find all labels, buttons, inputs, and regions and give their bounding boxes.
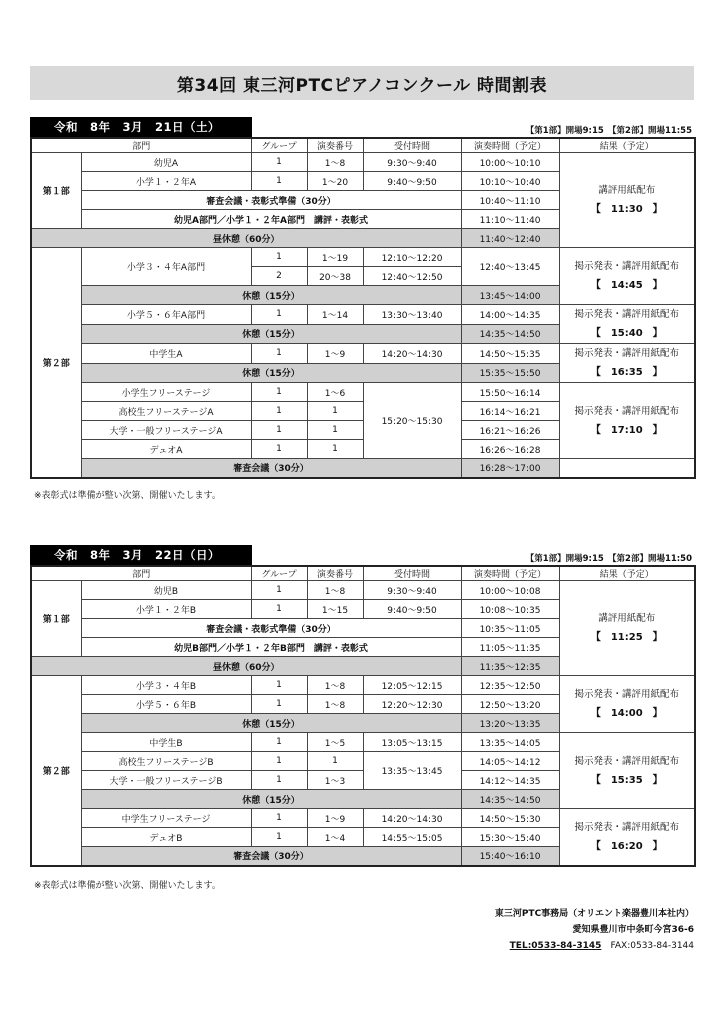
reception-cell: 13:35〜13:45 bbox=[363, 752, 461, 790]
result-cell bbox=[559, 344, 695, 383]
header-num: 演奏番号 bbox=[307, 566, 363, 581]
footer-tel: TEL:0533-84-3145 bbox=[509, 941, 602, 951]
time-cell: 12:50〜13:20 bbox=[461, 695, 559, 714]
header-time: 演奏時間（予定） bbox=[461, 566, 559, 581]
group-cell: 1 bbox=[251, 809, 307, 828]
num-cell: 1〜14 bbox=[307, 305, 363, 325]
result-text: 掲示発表・講評用紙配布 bbox=[574, 348, 680, 359]
result-time: 【 16:35 】 bbox=[590, 367, 663, 378]
num-cell: 1 bbox=[307, 421, 363, 440]
time-cell: 14:50〜15:30 bbox=[461, 809, 559, 828]
group-cell: 1 bbox=[251, 581, 307, 600]
dept-cell: デュオA bbox=[81, 440, 251, 459]
table-row bbox=[31, 809, 695, 828]
num-cell: 1〜4 bbox=[307, 828, 363, 847]
event-label: 審査会議・表彰式準備（30分） bbox=[81, 191, 461, 210]
header-result: 結果（予定） bbox=[559, 138, 695, 153]
reception-cell: 12:40〜12:50 bbox=[363, 267, 461, 286]
num-cell: 1〜15 bbox=[307, 600, 363, 619]
time-cell: 10:10〜10:40 bbox=[461, 172, 559, 191]
day2-date: 令和 8年 3月 22日（日） bbox=[30, 545, 252, 565]
event-label: 幼児B部門／小学１・２年B部門 講評・表彰式 bbox=[81, 638, 461, 657]
reception-cell: 9:40〜9:50 bbox=[363, 600, 461, 619]
reception-cell: 13:30〜13:40 bbox=[363, 305, 461, 325]
time-cell: 16:26〜16:28 bbox=[461, 440, 559, 459]
result-text: 掲示発表・講評用紙配布 bbox=[574, 755, 680, 767]
break-label: 休憩（15分） bbox=[81, 286, 461, 305]
group-cell: 1 bbox=[251, 305, 307, 325]
dept-cell: 大学・一般フリーステージB bbox=[81, 771, 251, 790]
group-cell: 1 bbox=[251, 600, 307, 619]
dept-cell: 高校生フリーステージB bbox=[81, 752, 251, 771]
table-header bbox=[31, 138, 695, 153]
table-row bbox=[31, 153, 695, 172]
num-cell: 1〜3 bbox=[307, 771, 363, 790]
time-cell: 11:40〜12:40 bbox=[461, 229, 559, 248]
group-cell: 1 bbox=[251, 402, 307, 421]
result-text: 掲示発表・講評用紙配布 bbox=[574, 405, 680, 417]
result-text: 掲示発表・講評用紙配布 bbox=[574, 689, 680, 700]
result-cell bbox=[559, 581, 695, 676]
table-row bbox=[31, 305, 695, 325]
part-label: 第２部 bbox=[31, 248, 81, 478]
time-cell: 11:05〜11:35 bbox=[461, 638, 559, 657]
dept-cell: 中学生フリーステージ bbox=[81, 809, 251, 828]
group-cell: 1 bbox=[251, 440, 307, 459]
reception-cell: 14:55〜15:05 bbox=[363, 828, 461, 847]
time-cell: 11:35〜12:35 bbox=[461, 657, 559, 676]
reception-cell: 9:30〜9:40 bbox=[363, 153, 461, 172]
page-title: 第34回 東三河PTCピアノコンクール 時間割表 bbox=[30, 66, 694, 100]
time-cell: 14:35〜14:50 bbox=[461, 790, 559, 809]
table-row bbox=[31, 248, 695, 267]
dept-cell: 中学生A bbox=[81, 344, 251, 364]
result-text: 掲示発表・講評用紙配布 bbox=[574, 821, 680, 833]
group-cell: 1 bbox=[251, 153, 307, 172]
day1-table bbox=[30, 137, 696, 479]
num-cell: 1〜6 bbox=[307, 383, 363, 402]
result-time: 【 16:20 】 bbox=[590, 840, 663, 852]
reception-cell: 9:40〜9:50 bbox=[363, 172, 461, 191]
day1-open-info: 【第1部】開場9:15 【第2部】開場11:55 bbox=[525, 126, 692, 136]
result-time: 【 17:10 】 bbox=[590, 424, 663, 436]
time-cell: 13:45〜14:00 bbox=[461, 286, 559, 305]
reception-cell: 12:10〜12:20 bbox=[363, 248, 461, 267]
result-time: 【 15:35 】 bbox=[590, 774, 663, 786]
reception-cell: 12:20〜12:30 bbox=[363, 695, 461, 714]
dept-cell: 幼児A bbox=[81, 153, 251, 172]
result-text: 掲示発表・講評用紙配布 bbox=[574, 309, 680, 320]
time-cell: 15:40〜16:10 bbox=[461, 847, 559, 866]
time-cell: 13:20〜13:35 bbox=[461, 714, 559, 733]
header-num: 演奏番号 bbox=[307, 138, 363, 153]
day1-date: 令和 8年 3月 21日（土） bbox=[30, 117, 252, 137]
result-cell bbox=[559, 248, 695, 305]
group-cell: 1 bbox=[251, 771, 307, 790]
result-time: 【 14:45 】 bbox=[590, 280, 663, 291]
result-text: 講評用紙配布 bbox=[598, 185, 656, 196]
table-row bbox=[31, 733, 695, 752]
dept-cell: 小学生フリーステージ bbox=[81, 383, 251, 402]
num-cell: 1 bbox=[307, 440, 363, 459]
group-cell: 1 bbox=[251, 733, 307, 752]
time-cell: 12:40〜13:45 bbox=[461, 248, 559, 286]
group-cell: 1 bbox=[251, 828, 307, 847]
dept-cell: 中学生B bbox=[81, 733, 251, 752]
dept-cell: 大学・一般フリーステージA bbox=[81, 421, 251, 440]
time-cell: 15:30〜15:40 bbox=[461, 828, 559, 847]
break-label: 審査会議（30分） bbox=[81, 847, 461, 866]
group-cell: 1 bbox=[251, 248, 307, 267]
time-cell: 16:14〜16:21 bbox=[461, 402, 559, 421]
table-row bbox=[31, 344, 695, 364]
result-time: 【 11:25 】 bbox=[590, 632, 663, 643]
header-reception: 受付時間 bbox=[363, 566, 461, 581]
break-label: 休憩（15分） bbox=[81, 324, 461, 344]
result-text: 講評用紙配布 bbox=[598, 613, 656, 624]
time-cell: 14:50〜15:35 bbox=[461, 344, 559, 364]
day2-table bbox=[30, 565, 696, 867]
time-cell: 14:00〜14:35 bbox=[461, 305, 559, 325]
result-cell bbox=[559, 809, 695, 866]
result-time: 【 15:40 】 bbox=[590, 328, 663, 339]
num-cell: 1〜9 bbox=[307, 344, 363, 364]
break-label: 審査会議（30分） bbox=[81, 459, 461, 478]
header-dept: 部門 bbox=[31, 566, 251, 581]
result-cell bbox=[559, 305, 695, 344]
group-cell: 1 bbox=[251, 421, 307, 440]
time-cell: 15:50〜16:14 bbox=[461, 383, 559, 402]
day1-note: ※表彰式は準備が整い次第、開催いたします。 bbox=[34, 491, 221, 501]
result-time: 【 11:30 】 bbox=[590, 204, 663, 215]
dept-cell: 小学１・２年A bbox=[81, 172, 251, 191]
group-cell: 1 bbox=[251, 695, 307, 714]
group-cell: 1 bbox=[251, 383, 307, 402]
table-header bbox=[31, 566, 695, 581]
reception-cell: 9:30〜9:40 bbox=[363, 581, 461, 600]
header-group: グループ bbox=[251, 138, 307, 153]
table-row bbox=[31, 581, 695, 600]
group-cell: 2 bbox=[251, 267, 307, 286]
result-text: 掲示発表・講評用紙配布 bbox=[574, 261, 680, 272]
dept-cell: デュオB bbox=[81, 828, 251, 847]
reception-cell: 14:20〜14:30 bbox=[363, 344, 461, 364]
break-label: 昼休憩（60分） bbox=[31, 229, 461, 248]
result-cell bbox=[559, 383, 695, 459]
time-cell: 16:21〜16:26 bbox=[461, 421, 559, 440]
dept-cell: 小学３・４年A部門 bbox=[81, 248, 251, 286]
footer-contact bbox=[495, 906, 694, 954]
result-cell bbox=[559, 733, 695, 809]
time-cell: 14:05〜14:12 bbox=[461, 752, 559, 771]
dept-cell: 幼児B bbox=[81, 581, 251, 600]
reception-cell: 13:05〜13:15 bbox=[363, 733, 461, 752]
footer-address: 愛知県豊川市中条町今宮36-6 bbox=[572, 925, 694, 935]
num-cell: 1〜8 bbox=[307, 581, 363, 600]
num-cell: 1〜5 bbox=[307, 733, 363, 752]
footer-phone-line bbox=[495, 938, 694, 954]
time-cell: 14:35〜14:50 bbox=[461, 324, 559, 344]
num-cell: 1 bbox=[307, 752, 363, 771]
result-cell bbox=[559, 676, 695, 733]
break-label: 休憩（15分） bbox=[81, 714, 461, 733]
day2-open-info: 【第1部】開場9:15 【第2部】開場11:50 bbox=[525, 554, 692, 564]
group-cell: 1 bbox=[251, 752, 307, 771]
dept-cell: 小学５・６年A部門 bbox=[81, 305, 251, 325]
num-cell: 1〜8 bbox=[307, 695, 363, 714]
group-cell: 1 bbox=[251, 344, 307, 364]
header-reception: 受付時間 bbox=[363, 138, 461, 153]
time-cell: 10:00〜10:08 bbox=[461, 581, 559, 600]
time-cell: 14:12〜14:35 bbox=[461, 771, 559, 790]
time-cell: 16:28〜17:00 bbox=[461, 459, 559, 478]
num-cell: 1〜19 bbox=[307, 248, 363, 267]
footer-org: 東三河PTC事務局（オリエント楽器豊川本社内） bbox=[494, 909, 694, 919]
time-cell: 13:35〜14:05 bbox=[461, 733, 559, 752]
result-cell bbox=[559, 153, 695, 248]
reception-cell: 14:20〜14:30 bbox=[363, 809, 461, 828]
num-cell: 1〜8 bbox=[307, 676, 363, 695]
reception-cell: 15:20〜15:30 bbox=[363, 383, 461, 459]
event-label: 審査会議・表彰式準備（30分） bbox=[81, 619, 461, 638]
num-cell: 20〜38 bbox=[307, 267, 363, 286]
time-cell: 12:35〜12:50 bbox=[461, 676, 559, 695]
header-dept: 部門 bbox=[31, 138, 251, 153]
num-cell: 1 bbox=[307, 402, 363, 421]
day2-note: ※表彰式は準備が整い次第、開催いたします。 bbox=[34, 881, 221, 891]
time-cell: 15:35〜15:50 bbox=[461, 363, 559, 383]
header-group: グループ bbox=[251, 566, 307, 581]
break-label: 休憩（15分） bbox=[81, 363, 461, 383]
part-label: 第１部 bbox=[31, 153, 81, 229]
break-label: 昼休憩（60分） bbox=[31, 657, 461, 676]
dept-cell: 小学５・６年B bbox=[81, 695, 251, 714]
part-label: 第２部 bbox=[31, 676, 81, 866]
group-cell: 1 bbox=[251, 172, 307, 191]
table-row bbox=[31, 383, 695, 402]
header-time: 演奏時間（予定） bbox=[461, 138, 559, 153]
time-cell: 10:40〜11:10 bbox=[461, 191, 559, 210]
break-label: 休憩（15分） bbox=[81, 790, 461, 809]
num-cell: 1〜9 bbox=[307, 809, 363, 828]
time-cell: 10:00〜10:10 bbox=[461, 153, 559, 172]
num-cell: 1〜20 bbox=[307, 172, 363, 191]
group-cell: 1 bbox=[251, 676, 307, 695]
dept-cell: 小学３・４年B bbox=[81, 676, 251, 695]
dept-cell: 小学１・２年B bbox=[81, 600, 251, 619]
time-cell: 10:08〜10:35 bbox=[461, 600, 559, 619]
result-time: 【 14:00 】 bbox=[590, 708, 663, 719]
time-cell: 10:35〜11:05 bbox=[461, 619, 559, 638]
header-result: 結果（予定） bbox=[559, 566, 695, 581]
reception-cell: 12:05〜12:15 bbox=[363, 676, 461, 695]
dept-cell: 高校生フリーステージA bbox=[81, 402, 251, 421]
time-cell: 11:10〜11:40 bbox=[461, 210, 559, 229]
event-label: 幼児A部門／小学１・２年A部門 講評・表彰式 bbox=[81, 210, 461, 229]
num-cell: 1〜8 bbox=[307, 153, 363, 172]
part-label: 第１部 bbox=[31, 581, 81, 657]
table-row bbox=[31, 676, 695, 695]
table-row bbox=[31, 459, 695, 478]
empty-cell bbox=[559, 459, 695, 478]
footer-fax: FAX:0533-84-3144 bbox=[610, 941, 694, 951]
